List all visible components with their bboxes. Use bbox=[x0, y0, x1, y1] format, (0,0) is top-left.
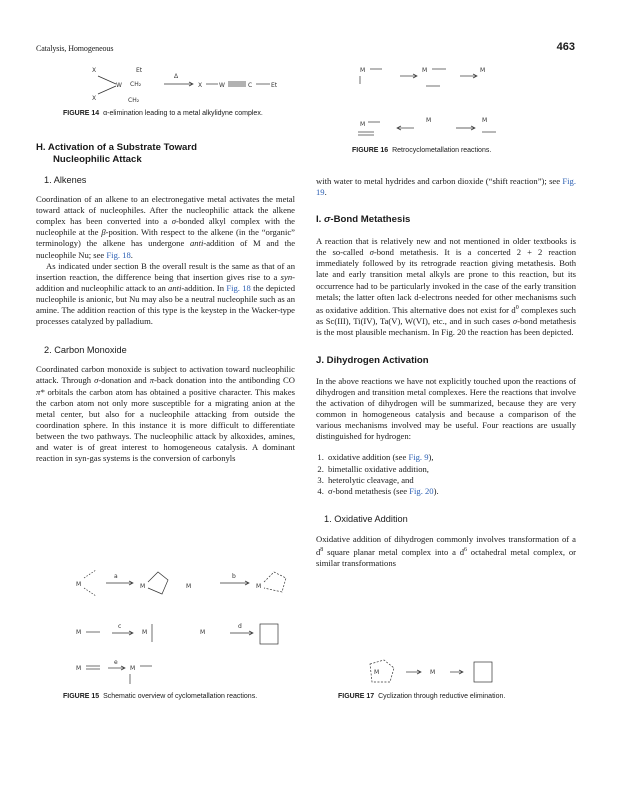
page-number: 463 bbox=[556, 41, 575, 53]
fig15-m9: M bbox=[130, 665, 136, 672]
hydrogen-reactions-list bbox=[316, 452, 576, 496]
sigma-bond-paragraph: A reaction that is relatively new and not mentioned in older textbooks is the so-called σ-bond metathesis. It is a concerted 2 + 2 reaction immediately followed by its retrograde reaction giving metathesis. Both late and early transition metal alkyls are prone to this reaction, but its occurrence had to be particularly invoked in the case of the early transition metals; the latter often lack d-electrons needed for other mechanisms such as oxidative addition. This alternative does not exist for $d^0$ complexes such as Sc(III), Ti(IV), Ta(V), W(VI), etc., and in such cases σ-bond metathesis is the most plausible mechanism. In Fig. 20 the reaction has been depicted. bbox=[316, 236, 576, 337]
figure-17-schematic bbox=[360, 656, 540, 688]
figure-16-caption: FIGURE 16 Retrocyclometallation reactions. bbox=[352, 147, 492, 154]
link-fig-19[interactable]: Fig. 19 bbox=[316, 176, 576, 198]
fig15-e: e bbox=[114, 659, 118, 666]
fig14-label-ch2a: CH₂ bbox=[130, 81, 142, 88]
fig14-label-x2: X bbox=[92, 95, 97, 102]
fig14-label-et2: Et bbox=[271, 82, 278, 89]
fig14-label-w: W bbox=[116, 82, 122, 89]
fig15-c: c bbox=[118, 623, 122, 630]
fig14-label-w2: W bbox=[219, 82, 225, 89]
subsection-co-title: 2. Carbon Monoxide bbox=[44, 345, 127, 356]
shift-reaction-paragraph: with water to metal hydrides and carbon dioxide (“shift reaction”); see Fig. 19. bbox=[316, 176, 576, 198]
fig16-m6: M bbox=[482, 117, 488, 124]
link-fig-18[interactable]: Fig. 18 bbox=[106, 249, 131, 260]
fig14-label-ch2b: CH₂ bbox=[128, 97, 140, 104]
left-column bbox=[36, 142, 295, 464]
section-h-title: H. Activation of a Substrate Toward Nucleophilic Attack bbox=[36, 142, 197, 165]
list-item: 1. oxidative addition (see Fig. 9), bbox=[326, 452, 576, 463]
alkenes-paragraph-2: As indicated under section B the overall result is the same as that of an insertion reaction, the difference being that insertion gives rise to a syn-addition and nucleophilic attack to an anti-addition. In Fig. 18 the depicted nucleophile is anionic, but Nu may also be a neutral nucleophile such as an amine. The addition reaction of this type is the keystep in the Wacker-type processes catalyzed by palladium. bbox=[36, 260, 295, 327]
section-i-title: I. σ-Bond Metathesis bbox=[316, 214, 411, 226]
section-j-title: J. Dihydrogen Activation bbox=[316, 354, 429, 366]
figure-16-schematic bbox=[330, 60, 570, 140]
dihydrogen-paragraph: In the above reactions we have not explicitly touched upon the reactions of dihydrogen and transition metal complexes. Here the reactions that involve the activation of dihydrogen will be summarized, because they are very common in homogeneous catalysis and because a comparison of the various mechanisms involved may be useful. Four reactions are usually distinguished for hydrogen: bbox=[316, 375, 576, 442]
figure-15-caption: FIGURE 15 Schematic overview of cyclometallation reactions. bbox=[63, 693, 258, 700]
fig14-bond-2 bbox=[98, 86, 116, 94]
fig16-m2: M bbox=[422, 67, 428, 74]
subsection-alkenes-title: 1. Alkenes bbox=[44, 175, 87, 185]
fig14-label-x1: X bbox=[92, 67, 97, 74]
fig16-m3: M bbox=[480, 67, 486, 74]
fig17-m2: M bbox=[430, 669, 436, 676]
running-title: Catalysis, Homogeneous bbox=[36, 44, 114, 53]
fig15-m2: M bbox=[140, 583, 146, 590]
fig16-m1: M bbox=[360, 67, 366, 74]
fig15-m1: M bbox=[76, 581, 82, 588]
right-column bbox=[316, 176, 576, 569]
subsection-oxidative-addition-title: 1. Oxidative Addition bbox=[324, 513, 408, 524]
fig17-m1: M bbox=[374, 669, 380, 676]
fig14-label-delta: Δ bbox=[174, 73, 179, 80]
link-fig-18b[interactable]: Fig. 18 bbox=[226, 282, 251, 293]
fig14-label-c: C bbox=[248, 82, 253, 89]
fig15-m4: M bbox=[256, 583, 262, 590]
figure-14-schematic bbox=[78, 62, 298, 106]
fig15-m8: M bbox=[76, 665, 82, 672]
co-paragraph-1: Coordinated carbon monoxide is subject to activation toward nucleophilic attack. Through σ-donation and π-back donation into the antibonding CO π* orbitals the carbon atom has obtained a positive character. This makes the carbon atom not only more susceptible for a migrating anion at the metal center, but also for a nucleophile attacking from outside the coordination sphere. In this instance it is more difficult to differentiate between the two pathways. The nucleophilic attack by alkoxides, amines, and water is of great interest to homogeneous catalysis. A dominant reaction in syn-gas systems is the conversion of carbonyls bbox=[36, 364, 295, 464]
fig15-m3: M bbox=[186, 583, 192, 590]
fig15-m5: M bbox=[76, 629, 82, 636]
fig15-m7: M bbox=[200, 629, 206, 636]
list-item: 3. heterolytic cleavage, and bbox=[326, 475, 576, 486]
link-fig-20[interactable]: Fig. 20 bbox=[409, 485, 434, 496]
fig14-label-et: Et bbox=[136, 67, 143, 74]
figure-17-caption: FIGURE 17 Cyclization through reductive elimination. bbox=[338, 693, 506, 700]
figure-15-schematic bbox=[60, 566, 292, 686]
alkenes-paragraph-1: Coordination of an alkene to an electronegative metal activates the metal toward attack of nucleophiles. After the nucleophilic attack the alkene complex has been converted into a σ-bonded alkyl complex with the nucleophile at the β-position. With respect to the alkene (in the “organic” terminology) the alkene has undergone anti-addition of M and the nucleophile Nu; see Fig. 18. bbox=[36, 194, 296, 260]
oxidative-addition-paragraph: Oxidative addition of dihydrogen commonly involves transformation of a $d^8$ square planar metal complex into a $d^6$ octahedral metal complex, or similar transformations bbox=[316, 533, 576, 568]
link-fig-9[interactable]: Fig. 9 bbox=[408, 452, 429, 463]
fig14-bond-1 bbox=[98, 76, 116, 84]
fig14-label-x3: X bbox=[198, 82, 203, 89]
fig15-d: d bbox=[238, 623, 242, 630]
list-item: 2. bimetallic oxidative addition, bbox=[326, 464, 576, 475]
fig15-m6: M bbox=[142, 629, 148, 636]
fig16-m5: M bbox=[426, 117, 432, 124]
fig16-m4: M bbox=[360, 121, 366, 128]
fig15-a: a bbox=[114, 573, 118, 580]
figure-14-caption: FIGURE 14 α-elimination leading to a metal alkylidyne complex. bbox=[63, 110, 263, 117]
fig15-b: b bbox=[232, 573, 236, 580]
list-item: 4. σ-bond metathesis (see Fig. 20). bbox=[326, 486, 576, 497]
